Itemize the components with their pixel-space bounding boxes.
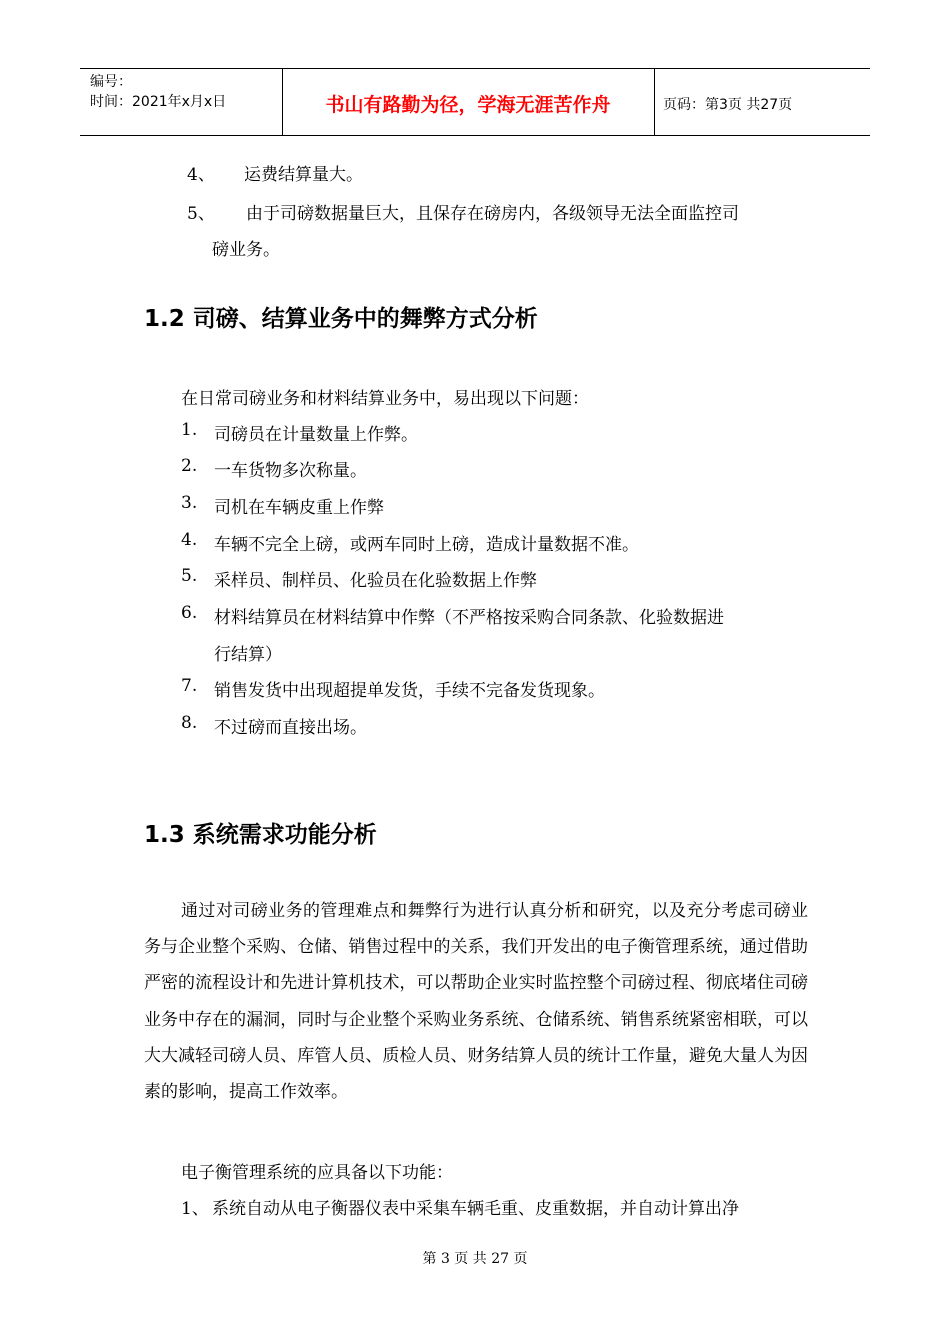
body-paragraph: 通过对司磅业务的管理难点和舞弊行为进行认真分析和研究，以及充分考虑司磅业务与企业整个采购、仓储、销售过程中的关系，我们开发出的电子衡管理系统，通过借助严密的流程设计和先进计算机技术，可以帮助企业实时监控整个司磅过程、彻底堵住司磅业务中存在的漏洞，同时与企业整个采购业务系统、仓储系统、销售系统紧密相联，可以大大减轻司磅人员、库管人员、质检人员、财务结算人员的统计工作量，避免大量人为因素的影响，提高工作效率。 [144,901,808,1103]
list-item-text: 销售发货中出现超提单发货，手续不完备发货现象。 [214,681,605,701]
section-lead: 在日常司磅业务和材料结算业务中，易出现以下问题： [181,389,589,409]
list-item-number: 2. [181,456,198,476]
intro-item-text: 运费结算量大。 [244,165,363,185]
list-item-text: 采样员、制样员、化验员在化验数据上作弊 [214,571,537,591]
header-top-rule [80,68,870,69]
list-item-text: 司磅员在计量数量上作弊。 [214,425,418,445]
page-header [80,68,870,136]
list-item-number: 8. [181,713,198,733]
header-motto: 书山有路勤为径，学海无涯苦作舟 [325,94,611,116]
list-item-text: 车辆不完全上磅，或两车同时上磅，造成计量数据不准。 [214,535,639,555]
section-heading-1-2: 1.2 司磅、结算业务中的舞弊方式分析 [144,306,538,332]
header-time-label: 时间：2021年x月x日 [90,94,227,110]
list-item-text: 司机在车辆皮重上作弊 [214,498,384,518]
intro-item-number: 5、 [187,204,215,224]
section-heading-1-3: 1.3 系统需求功能分析 [144,822,377,848]
header-bottom-rule [80,135,870,136]
intro-item-continuation: 磅业务。 [212,240,280,260]
list-item-number: 3. [181,493,198,513]
intro-item-text: 由于司磅数据量巨大，且保存在磅房内，各级领导无法全面监控司 [246,204,739,224]
list-item-text: 一车货物多次称量。 [214,461,367,481]
list-item-number: 5. [181,566,198,586]
header-divider-right [654,68,655,136]
list-item-number: 6. [181,603,198,623]
list-item-text: 不过磅而直接出场。 [214,718,367,738]
header-number-label: 编号： [90,74,132,90]
list-item-number: 1. [181,420,198,440]
header-page-label: 页码：第3页 共27页 [663,97,793,113]
list-item-number: 7. [181,676,198,696]
function-lead: 电子衡管理系统的应具备以下功能： [181,1163,453,1183]
intro-item-number: 4、 [187,165,215,185]
list-item-number: 4. [181,530,198,550]
function-item-text: 系统自动从电子衡器仪表中采集车辆毛重、皮重数据，并自动计算出净 [212,1199,739,1219]
header-left-cell [90,72,226,112]
page-footer: 第 3 页 共 27 页 [422,1251,528,1267]
function-item-number: 1、 [181,1199,209,1219]
list-item-continuation: 行结算） [214,645,282,665]
list-item-text: 材料结算员在材料结算中作弊（不严格按采购合同条款、化验数据进 [214,608,724,628]
